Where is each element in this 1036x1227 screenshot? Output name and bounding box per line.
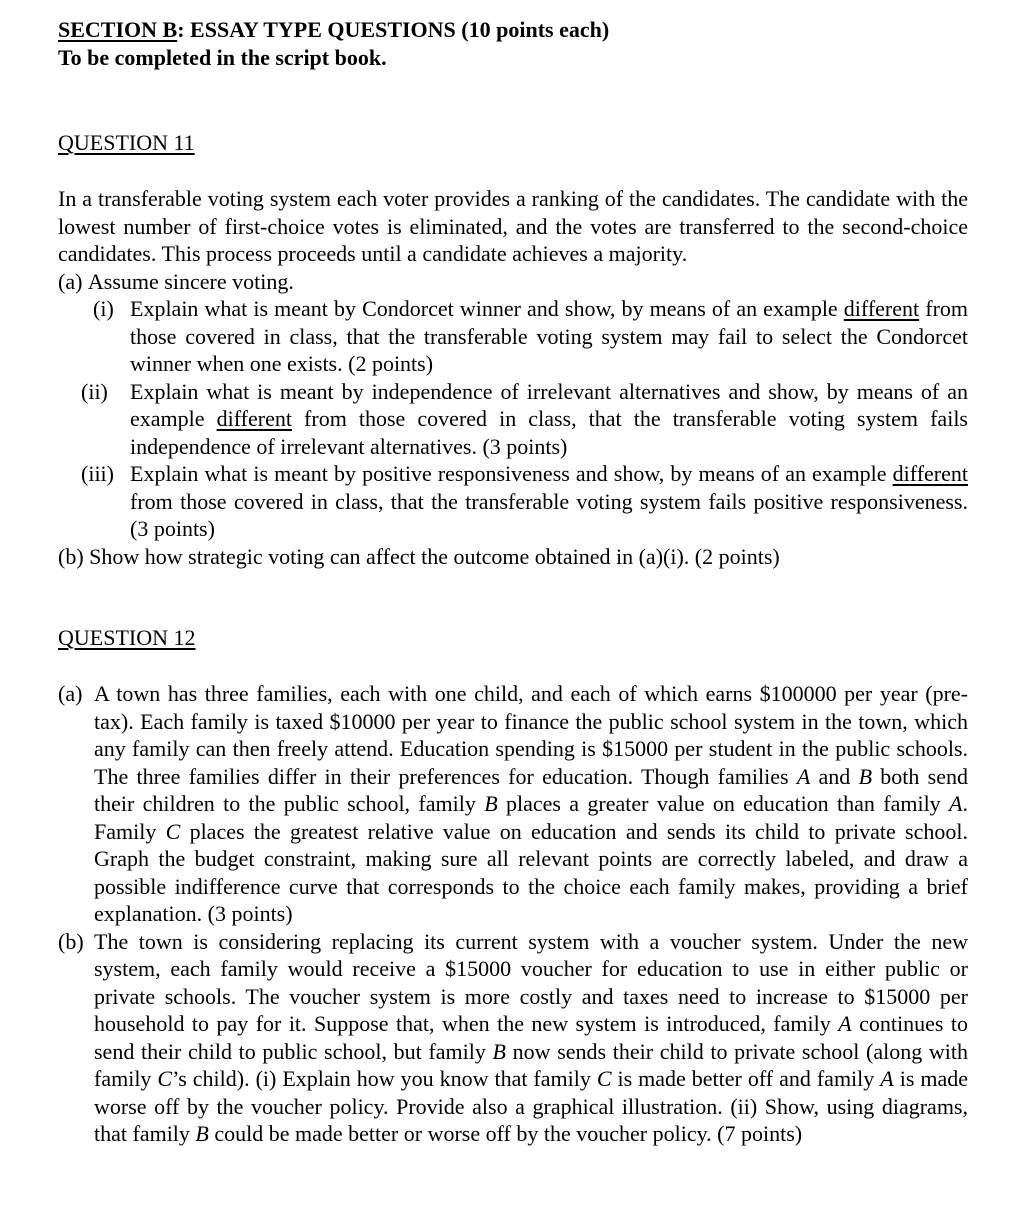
text-run: places the greatest relative value on education and sends its child to private school. Graph the budget constraint, making sure all relevant points are correctly labeled, and draw a possible indifference curve that corresponds to the choice each family makes, providing a brief explanation. (3 points)	[94, 818, 968, 926]
family-letter: B	[858, 763, 873, 789]
text-run: both send their children to the public school, family	[94, 763, 969, 816]
q11-part-a-i-label: (i)	[93, 296, 120, 321]
family-letter: A	[880, 1066, 894, 1091]
section-instruction: To be completed in the script book.	[58, 45, 387, 70]
q12-part-b-text	[94, 928, 968, 1148]
q11-part-b	[58, 543, 968, 571]
q11-part-a-ii	[58, 378, 968, 461]
q11-part-a-ii-label: (ii)	[81, 378, 114, 404]
family-letter: C	[596, 1066, 612, 1091]
q11-part-a-ii-text	[130, 378, 968, 461]
q11-part-a	[58, 268, 968, 296]
text-run: is made worse off by the voucher policy. Provide also a graphical illustration. (ii) Show, using diagrams, that family	[94, 1066, 969, 1146]
q11-part-b-text: Show how strategic voting can affect the outcome obtained in (a)(i). (2 points)	[89, 543, 780, 569]
q11-part-a-iii	[58, 460, 968, 543]
family-letter: B	[492, 1038, 506, 1064]
exam-page	[58, 16, 968, 1148]
text-run: places a greater value on education than family	[497, 791, 950, 816]
q11-part-b-label: (b)	[58, 543, 90, 569]
text-run: now sends their child to private school (along with family	[94, 1038, 968, 1091]
q11-part-a-i	[58, 295, 968, 378]
family-letter: B	[484, 791, 498, 816]
family-letter: A	[949, 791, 963, 816]
family-letter: B	[195, 1121, 209, 1146]
text-run: from those covered in class, that the transferable voting system fails positive responsiveness. (3 points)	[130, 488, 968, 541]
text-run: Explain what is meant by positive responsiveness and show, by means of an example	[130, 461, 893, 486]
family-letter: A	[796, 763, 811, 789]
family-letter: C	[165, 818, 181, 844]
section-title: : ESSAY TYPE QUESTIONS (10 points each)	[177, 17, 610, 42]
text-run: The town is considering replacing its current system with a voucher system. Under the new system, each family would receive a $15000 voucher for education to use in either public or private schools. The voucher system is more costly and taxes need to increase to $15000 per household to pay for it. Suppose that, when the new system is introduced, family	[94, 928, 968, 1036]
question-11-title: QUESTION 11	[58, 130, 195, 155]
text-run: ’s child). (i) Explain how you know that family	[172, 1066, 597, 1091]
question-11-intro: In a transferable voting system each voter provides a ranking of the candidates. The candidate with the lowest number of first-choice votes is eliminated, and the votes are transferred to the second-choice candidates. This process proceeds until a candidate achieves a majority.	[58, 186, 968, 266]
text-run: from those covered in class, that the transferable voting system may fail to select the Condorcet winner when one exists. (2 points)	[130, 296, 969, 376]
text-run: could be made better or worse off by the voucher policy. (7 points)	[208, 1121, 803, 1146]
question-12-title: QUESTION 12	[58, 625, 196, 650]
text-run: A town has three families, each with one child, and each of which earns $100000 per year (pre-tax). Each family is taxed $10000 per year to finance the public school system in the town, which any family can then freely attend. Education spending is $15000 per student in the public schools. The three families differ in their preferences for education. Though families	[94, 681, 968, 789]
underlined-word: different	[892, 461, 968, 486]
text-run: . Family	[94, 791, 968, 844]
q11-part-a-iii-text	[130, 460, 968, 543]
text-run: Explain what is meant by independence of irrelevant alternatives and show, by means of an example	[130, 378, 968, 431]
family-letter: C	[157, 1066, 173, 1091]
q12-part-b-label: (b)	[58, 928, 90, 954]
underlined-word: different	[216, 406, 292, 431]
section-label: SECTION B	[58, 17, 178, 42]
q12-part-a-text	[94, 680, 968, 928]
text-run: and	[810, 763, 859, 789]
underlined-word: different	[843, 296, 920, 321]
q11-part-a-label: (a)	[58, 268, 88, 294]
q11-part-a-i-text	[130, 295, 968, 378]
text-run: is made better off and family	[611, 1066, 881, 1091]
q11-part-a-iii-label: (iii)	[81, 461, 114, 486]
text-run: from those covered in class, that the transferable voting system fails independence of irrelevant alternatives. (3 points)	[130, 406, 968, 459]
q12-part-a-label: (a)	[58, 681, 88, 706]
q12-part-a	[58, 680, 968, 928]
q12-part-b	[58, 928, 968, 1148]
text-run: continues to send their child to public school, but family	[94, 1011, 968, 1064]
q11-part-a-text: Assume sincere voting.	[87, 268, 294, 294]
section-heading	[58, 16, 968, 44]
family-letter: A	[838, 1011, 852, 1036]
text-run: Explain what is meant by Condorcet winner and show, by means of an example	[130, 296, 844, 321]
